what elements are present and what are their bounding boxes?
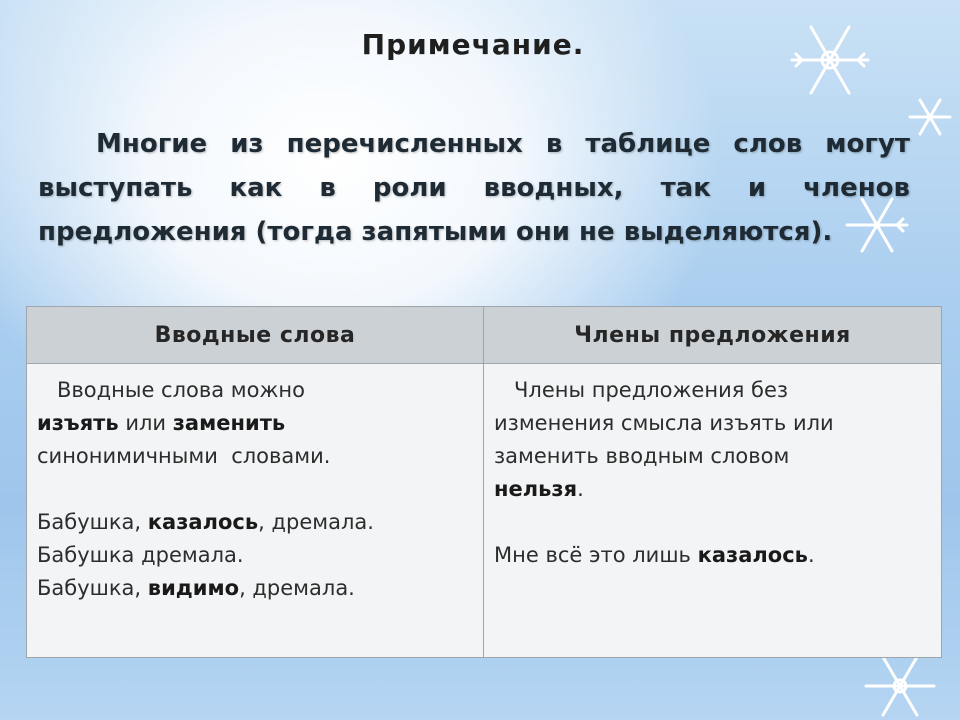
header-sentence-members: Члены предложения xyxy=(484,307,942,364)
slide-title: Примечание. xyxy=(361,28,585,61)
header-introductory-words: Вводные слова xyxy=(27,307,484,364)
cell-sentence-members: Члены предложения без изменения смысла изъять или заменить вводным словом нельзя. Мне всё это лишь казалось. xyxy=(484,364,942,658)
intro-paragraph: Многие из перечисленных в таблице слов могут выступать как в роли вводных, так и членов предложения (тогда запятыми они не выделяются). xyxy=(38,129,910,247)
snowflake-icon xyxy=(905,92,955,142)
table-header-row xyxy=(27,307,942,364)
table-row xyxy=(27,364,942,658)
snowflake-icon xyxy=(860,652,940,720)
cell-introductory-words: Вводные слова можно изъять или заменить синонимичными словами. Бабушка, казалось, дремала. Бабушка дремала. Бабушка, видимо, дремала. xyxy=(27,364,484,658)
comparison-table xyxy=(26,306,942,658)
